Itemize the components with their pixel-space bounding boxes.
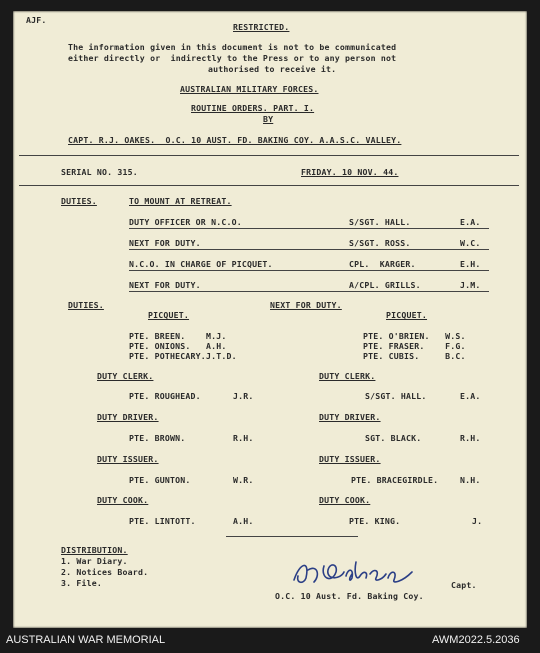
section-init-left: R.H.	[233, 433, 254, 443]
section-init-right: N.H.	[460, 475, 481, 485]
duty-initials: E.H.	[460, 259, 481, 269]
section-name-right: PTE. BRACEGIRDLE.	[351, 475, 439, 485]
section-head-left: DUTY ISSUER.	[97, 454, 159, 464]
section-name-right: SGT. BLACK.	[365, 433, 422, 443]
row-underline	[129, 291, 489, 292]
picquet-left-label: PICQUET.	[148, 310, 190, 320]
section-head-right: DUTY DRIVER.	[319, 412, 381, 422]
picquet-right-label: PICQUET.	[386, 310, 428, 320]
duties-label-2: DUTIES.	[68, 300, 104, 310]
picquet-left-row: PTE. BREEN. M.J.	[129, 331, 227, 341]
section-init-left: J.R.	[233, 391, 254, 401]
duty-rank: CPL. KARGER.	[349, 259, 416, 269]
duty-rank: S/SGT. HALL.	[349, 217, 411, 227]
section-name-left: PTE. GUNTON.	[129, 475, 191, 485]
duty-rank: A/CPL. GRILLS.	[349, 280, 421, 290]
archive-reference: AWM2022.5.2036	[432, 634, 520, 646]
notice-line-1: The information given in this document is not to be communicated	[68, 42, 397, 52]
distribution-item: 1. War Diary.	[61, 556, 128, 566]
archive-footer: AUSTRALIAN WAR MEMORIAL	[6, 634, 166, 646]
picquet-right-row: PTE. FRASER. F.G.	[363, 341, 466, 351]
duty-role: NEXT FOR DUTY.	[129, 238, 201, 248]
divider	[19, 155, 519, 156]
duty-initials: W.C.	[460, 238, 481, 248]
commander: CAPT. R.J. OAKES. O.C. 10 AUST. FD. BAKING COY. A.A.S.C. VALLEY.	[68, 135, 402, 145]
section-name-left: PTE. BROWN.	[129, 433, 186, 443]
duties-label: DUTIES.	[61, 196, 97, 206]
section-head-left: DUTY CLERK.	[97, 371, 154, 381]
section-name-left: PTE. ROUGHEAD.	[129, 391, 201, 401]
serial-number: SERIAL NO. 315.	[61, 167, 138, 177]
section-head-left: DUTY DRIVER.	[97, 412, 159, 422]
section-head-right: DUTY CLERK.	[319, 371, 376, 381]
row-underline	[129, 270, 489, 271]
section-init-right: E.A.	[460, 391, 481, 401]
orders-title: ROUTINE ORDERS. PART. I.	[191, 103, 315, 113]
duty-role: NEXT FOR DUTY.	[129, 280, 201, 290]
notice-line-3: authorised to receive it.	[208, 64, 337, 74]
reference-code: AJF.	[26, 15, 47, 25]
org-title: AUSTRALIAN MILITARY FORCES.	[180, 84, 319, 94]
distribution-label: DISTRIBUTION.	[61, 545, 128, 555]
next-for-duty-label: NEXT FOR DUTY.	[270, 300, 342, 310]
classification: RESTRICTED.	[233, 22, 290, 32]
section-name-left: PTE. LINTOTT.	[129, 516, 196, 526]
duty-initials: E.A.	[460, 217, 481, 227]
duty-role: DUTY OFFICER OR N.C.O.	[129, 217, 242, 227]
picquet-left-row: PTE. ONIONS. A.H.	[129, 341, 227, 351]
document-page	[13, 11, 527, 628]
mount-label: TO MOUNT AT RETREAT.	[129, 196, 232, 206]
divider	[19, 185, 519, 186]
section-init-right: R.H.	[460, 433, 481, 443]
section-name-right: PTE. KING.	[349, 516, 401, 526]
divider	[226, 536, 358, 537]
order-date: FRIDAY. 10 NOV. 44.	[301, 167, 399, 177]
section-init-left: W.R.	[233, 475, 254, 485]
signoff: O.C. 10 Aust. Fd. Baking Coy.	[275, 591, 424, 601]
signature	[290, 558, 420, 588]
duty-rank: S/SGT. ROSS.	[349, 238, 411, 248]
section-head-right: DUTY COOK.	[319, 495, 371, 505]
notice-line-2: either directly or indirectly to the Press or to any person not	[68, 53, 397, 63]
section-init-left: A.H.	[233, 516, 254, 526]
section-init-right: J.	[472, 516, 483, 526]
picquet-left-row: PTE. POTHECARY.J.T.D.	[129, 351, 237, 361]
duty-role: N.C.O. IN CHARGE OF PICQUET.	[129, 259, 273, 269]
section-head-left: DUTY COOK.	[97, 495, 149, 505]
picquet-right-row: PTE. CUBIS. B.C.	[363, 351, 466, 361]
duty-initials: J.M.	[460, 280, 481, 290]
section-name-right: S/SGT. HALL.	[365, 391, 427, 401]
row-underline	[129, 249, 489, 250]
picquet-right-row: PTE. O'BRIEN. W.S.	[363, 331, 466, 341]
by-label: BY	[263, 114, 274, 124]
distribution-item: 3. File.	[61, 578, 103, 588]
capt-label: Capt.	[451, 580, 477, 590]
section-head-right: DUTY ISSUER.	[319, 454, 381, 464]
distribution-item: 2. Notices Board.	[61, 567, 149, 577]
row-underline	[129, 228, 489, 229]
